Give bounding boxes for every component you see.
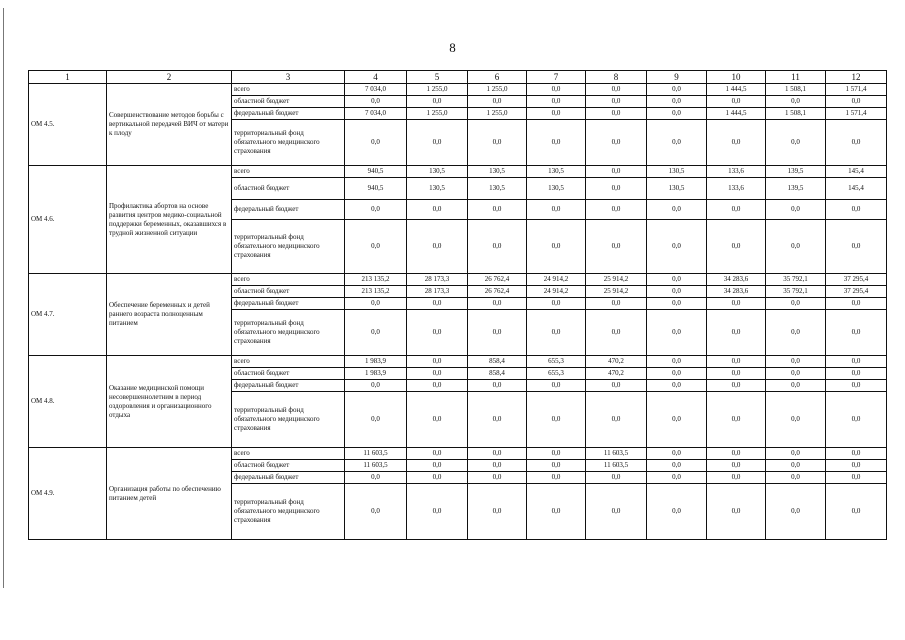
funding-source: областной бюджет: [232, 178, 345, 200]
amount-cell: 940,5: [345, 178, 407, 200]
amount-cell: 7 034,0: [345, 108, 407, 120]
amount-cell: 655,3: [527, 356, 586, 368]
amount-cell: 0,0: [345, 96, 407, 108]
funding-source: областной бюджет: [232, 368, 345, 380]
funding-source: областной бюджет: [232, 460, 345, 472]
page-edge-rule: [3, 8, 4, 588]
amount-cell: 35 792,1: [766, 286, 826, 298]
table-row: [29, 356, 887, 368]
measure-name: Оказание медицинской помощи несовершеннолетним в период оздоровления и организационного отдыха: [107, 356, 232, 448]
amount-cell: 37 295,4: [826, 286, 887, 298]
amount-cell: 1 508,1: [766, 108, 826, 120]
amount-cell: 0,0: [707, 380, 766, 392]
amount-cell: 0,0: [647, 460, 707, 472]
funding-source: всего: [232, 84, 345, 96]
amount-cell: 0,0: [468, 472, 527, 484]
amount-cell: 0,0: [766, 200, 826, 220]
amount-cell: 130,5: [468, 166, 527, 178]
amount-cell: 0,0: [586, 108, 647, 120]
amount-cell: 0,0: [826, 220, 887, 274]
amount-cell: 0,0: [826, 392, 887, 448]
amount-cell: 0,0: [707, 310, 766, 356]
amount-cell: 1 255,0: [468, 84, 527, 96]
amount-cell: 0,0: [647, 368, 707, 380]
amount-cell: 34 283,6: [707, 274, 766, 286]
amount-cell: 1 444,5: [707, 84, 766, 96]
amount-cell: 0,0: [766, 368, 826, 380]
amount-cell: 0,0: [468, 96, 527, 108]
amount-cell: 0,0: [766, 472, 826, 484]
amount-cell: 11 603,5: [345, 460, 407, 472]
amount-cell: 0,0: [586, 484, 647, 540]
amount-cell: 0,0: [527, 448, 586, 460]
amount-cell: 0,0: [407, 380, 468, 392]
amount-cell: 0,0: [647, 108, 707, 120]
amount-cell: 0,0: [647, 392, 707, 448]
funding-source: всего: [232, 448, 345, 460]
amount-cell: 0,0: [345, 120, 407, 166]
amount-cell: 0,0: [647, 472, 707, 484]
amount-cell: 0,0: [766, 310, 826, 356]
header-cell: 10: [707, 71, 766, 84]
amount-cell: 0,0: [707, 460, 766, 472]
amount-cell: 0,0: [407, 220, 468, 274]
amount-cell: 0,0: [766, 220, 826, 274]
amount-cell: 11 603,5: [345, 448, 407, 460]
amount-cell: 0,0: [527, 298, 586, 310]
amount-cell: 1 571,4: [826, 84, 887, 96]
amount-cell: 1 255,0: [407, 84, 468, 96]
page-number: 8: [449, 40, 456, 55]
amount-cell: 858,4: [468, 368, 527, 380]
amount-cell: 940,5: [345, 166, 407, 178]
amount-cell: 1 255,0: [468, 108, 527, 120]
budget-table: [28, 70, 887, 540]
amount-cell: 0,0: [586, 178, 647, 200]
amount-cell: 0,0: [707, 368, 766, 380]
amount-cell: 0,0: [826, 298, 887, 310]
amount-cell: 0,0: [407, 200, 468, 220]
amount-cell: 0,0: [647, 310, 707, 356]
amount-cell: 0,0: [826, 460, 887, 472]
measure-name: Обеспечение беременных и детей раннего возраста полноценным питанием: [107, 274, 232, 356]
measure-name: Совершенствование методов борьбы с вертикальной передачей ВИЧ от матери к плоду: [107, 84, 232, 166]
amount-cell: 0,0: [527, 84, 586, 96]
amount-cell: 0,0: [345, 310, 407, 356]
amount-cell: 0,0: [407, 484, 468, 540]
amount-cell: 0,0: [707, 120, 766, 166]
amount-cell: 130,5: [468, 178, 527, 200]
amount-cell: 0,0: [586, 298, 647, 310]
header-cell: 8: [586, 71, 647, 84]
amount-cell: 470,2: [586, 368, 647, 380]
funding-source: федеральный бюджет: [232, 298, 345, 310]
amount-cell: 470,2: [586, 356, 647, 368]
amount-cell: 28 173,3: [407, 286, 468, 298]
amount-cell: 0,0: [468, 484, 527, 540]
funding-source: всего: [232, 356, 345, 368]
amount-cell: 0,0: [586, 220, 647, 274]
measure-code: ОМ 4.5.: [29, 84, 107, 166]
amount-cell: 0,0: [707, 96, 766, 108]
amount-cell: 133,6: [707, 178, 766, 200]
amount-cell: 0,0: [407, 298, 468, 310]
amount-cell: 0,0: [527, 310, 586, 356]
amount-cell: 0,0: [826, 356, 887, 368]
amount-cell: 0,0: [647, 96, 707, 108]
amount-cell: 0,0: [826, 484, 887, 540]
amount-cell: 139,5: [766, 178, 826, 200]
header-cell: 1: [29, 71, 107, 84]
amount-cell: 0,0: [527, 472, 586, 484]
amount-cell: 0,0: [647, 380, 707, 392]
amount-cell: 0,0: [527, 220, 586, 274]
header-row: [29, 71, 887, 84]
amount-cell: 0,0: [707, 298, 766, 310]
amount-cell: 0,0: [345, 472, 407, 484]
amount-cell: 0,0: [707, 448, 766, 460]
amount-cell: 213 135,2: [345, 286, 407, 298]
amount-cell: 0,0: [468, 200, 527, 220]
amount-cell: 0,0: [766, 460, 826, 472]
amount-cell: 0,0: [647, 84, 707, 96]
amount-cell: 0,0: [707, 220, 766, 274]
header-cell: 3: [232, 71, 345, 84]
measure-code: ОМ 4.8.: [29, 356, 107, 448]
amount-cell: 0,0: [407, 96, 468, 108]
amount-cell: 0,0: [345, 298, 407, 310]
amount-cell: 0,0: [468, 460, 527, 472]
amount-cell: 11 603,5: [586, 448, 647, 460]
funding-source: областной бюджет: [232, 96, 345, 108]
amount-cell: 34 283,6: [707, 286, 766, 298]
amount-cell: 0,0: [468, 298, 527, 310]
measure-name: Организация работы по обеспечению питанием детей: [107, 448, 232, 540]
header-cell: 4: [345, 71, 407, 84]
amount-cell: 0,0: [586, 166, 647, 178]
amount-cell: 0,0: [647, 120, 707, 166]
amount-cell: 25 914,2: [586, 274, 647, 286]
amount-cell: 0,0: [586, 120, 647, 166]
table-row: [29, 166, 887, 178]
amount-cell: 28 173,3: [407, 274, 468, 286]
amount-cell: 0,0: [586, 310, 647, 356]
table-row: [29, 84, 887, 96]
amount-cell: 0,0: [345, 392, 407, 448]
amount-cell: 133,6: [707, 166, 766, 178]
amount-cell: 0,0: [468, 448, 527, 460]
funding-source: федеральный бюджет: [232, 200, 345, 220]
amount-cell: 145,4: [826, 178, 887, 200]
amount-cell: 0,0: [826, 368, 887, 380]
amount-cell: 0,0: [468, 220, 527, 274]
amount-cell: 37 295,4: [826, 274, 887, 286]
amount-cell: 0,0: [527, 380, 586, 392]
amount-cell: 0,0: [647, 484, 707, 540]
amount-cell: 0,0: [407, 448, 468, 460]
amount-cell: 0,0: [586, 84, 647, 96]
amount-cell: 11 603,5: [586, 460, 647, 472]
amount-cell: 1 444,5: [707, 108, 766, 120]
amount-cell: 0,0: [707, 484, 766, 540]
header-cell: 6: [468, 71, 527, 84]
amount-cell: 7 034,0: [345, 84, 407, 96]
header-cell: 2: [107, 71, 232, 84]
amount-cell: 0,0: [468, 380, 527, 392]
amount-cell: 0,0: [766, 392, 826, 448]
amount-cell: 0,0: [586, 392, 647, 448]
amount-cell: 24 914,2: [527, 286, 586, 298]
header-cell: 11: [766, 71, 826, 84]
amount-cell: 1 983,9: [345, 356, 407, 368]
amount-cell: 0,0: [527, 108, 586, 120]
amount-cell: 0,0: [345, 380, 407, 392]
amount-cell: 0,0: [766, 448, 826, 460]
funding-source: федеральный бюджет: [232, 108, 345, 120]
amount-cell: 0,0: [707, 472, 766, 484]
amount-cell: 130,5: [407, 166, 468, 178]
amount-cell: 0,0: [527, 392, 586, 448]
amount-cell: 0,0: [407, 368, 468, 380]
amount-cell: 0,0: [766, 120, 826, 166]
table-body: [29, 84, 887, 540]
funding-source: федеральный бюджет: [232, 380, 345, 392]
amount-cell: 0,0: [707, 392, 766, 448]
amount-cell: 0,0: [826, 380, 887, 392]
funding-source: всего: [232, 274, 345, 286]
amount-cell: 0,0: [647, 200, 707, 220]
amount-cell: 0,0: [766, 356, 826, 368]
amount-cell: 0,0: [586, 380, 647, 392]
amount-cell: 0,0: [345, 200, 407, 220]
amount-cell: 0,0: [707, 200, 766, 220]
amount-cell: 0,0: [407, 460, 468, 472]
amount-cell: 0,0: [345, 220, 407, 274]
amount-cell: 130,5: [527, 178, 586, 200]
amount-cell: 26 762,4: [468, 274, 527, 286]
amount-cell: 0,0: [647, 220, 707, 274]
amount-cell: 0,0: [468, 120, 527, 166]
amount-cell: 0,0: [407, 356, 468, 368]
amount-cell: 130,5: [407, 178, 468, 200]
amount-cell: 1 508,1: [766, 84, 826, 96]
measure-code: ОМ 4.9.: [29, 448, 107, 540]
amount-cell: 0,0: [527, 200, 586, 220]
header-cell: 7: [527, 71, 586, 84]
amount-cell: 0,0: [527, 120, 586, 166]
amount-cell: 130,5: [647, 178, 707, 200]
measure-name: Профилактика абортов на основе развития центров медико-социальной поддержки беременных, оказавшихся в трудной жизненной ситуации: [107, 166, 232, 274]
funding-source: областной бюджет: [232, 286, 345, 298]
amount-cell: 0,0: [345, 484, 407, 540]
amount-cell: 0,0: [707, 356, 766, 368]
amount-cell: 0,0: [407, 310, 468, 356]
funding-source: территориальный фонд обязательного медицинского страхования: [232, 220, 345, 274]
funding-source: территориальный фонд обязательного медицинского страхования: [232, 120, 345, 166]
amount-cell: 0,0: [766, 96, 826, 108]
amount-cell: 0,0: [826, 200, 887, 220]
amount-cell: 0,0: [407, 392, 468, 448]
amount-cell: 0,0: [468, 392, 527, 448]
amount-cell: 26 762,4: [468, 286, 527, 298]
header-cell: 5: [407, 71, 468, 84]
funding-source: федеральный бюджет: [232, 472, 345, 484]
table-row: [29, 274, 887, 286]
funding-source: территориальный фонд обязательного медицинского страхования: [232, 484, 345, 540]
measure-code: ОМ 4.6.: [29, 166, 107, 274]
funding-source: территориальный фонд обязательного медицинского страхования: [232, 392, 345, 448]
amount-cell: 35 792,1: [766, 274, 826, 286]
amount-cell: 1 255,0: [407, 108, 468, 120]
amount-cell: 0,0: [647, 356, 707, 368]
amount-cell: 0,0: [826, 472, 887, 484]
amount-cell: 858,4: [468, 356, 527, 368]
amount-cell: 0,0: [766, 484, 826, 540]
amount-cell: 0,0: [527, 484, 586, 540]
amount-cell: 213 135,2: [345, 274, 407, 286]
amount-cell: 0,0: [766, 298, 826, 310]
amount-cell: 25 914,2: [586, 286, 647, 298]
header-cell: 9: [647, 71, 707, 84]
amount-cell: 130,5: [527, 166, 586, 178]
amount-cell: 0,0: [586, 200, 647, 220]
table-row: [29, 448, 887, 460]
amount-cell: 24 914,2: [527, 274, 586, 286]
header-cell: 12: [826, 71, 887, 84]
amount-cell: 0,0: [527, 460, 586, 472]
amount-cell: 0,0: [586, 472, 647, 484]
amount-cell: 655,3: [527, 368, 586, 380]
amount-cell: 0,0: [407, 472, 468, 484]
amount-cell: 0,0: [527, 96, 586, 108]
amount-cell: 0,0: [647, 448, 707, 460]
amount-cell: 1 983,9: [345, 368, 407, 380]
amount-cell: 0,0: [826, 120, 887, 166]
amount-cell: 0,0: [766, 380, 826, 392]
amount-cell: 0,0: [647, 298, 707, 310]
amount-cell: 139,5: [766, 166, 826, 178]
amount-cell: 0,0: [826, 96, 887, 108]
amount-cell: 0,0: [826, 310, 887, 356]
measure-code: ОМ 4.7.: [29, 274, 107, 356]
amount-cell: 0,0: [647, 274, 707, 286]
amount-cell: 0,0: [647, 286, 707, 298]
amount-cell: 145,4: [826, 166, 887, 178]
amount-cell: 1 571,4: [826, 108, 887, 120]
amount-cell: 0,0: [826, 448, 887, 460]
funding-source: всего: [232, 166, 345, 178]
amount-cell: 0,0: [586, 96, 647, 108]
amount-cell: 0,0: [468, 310, 527, 356]
funding-source: территориальный фонд обязательного медицинского страхования: [232, 310, 345, 356]
amount-cell: 130,5: [647, 166, 707, 178]
amount-cell: 0,0: [407, 120, 468, 166]
